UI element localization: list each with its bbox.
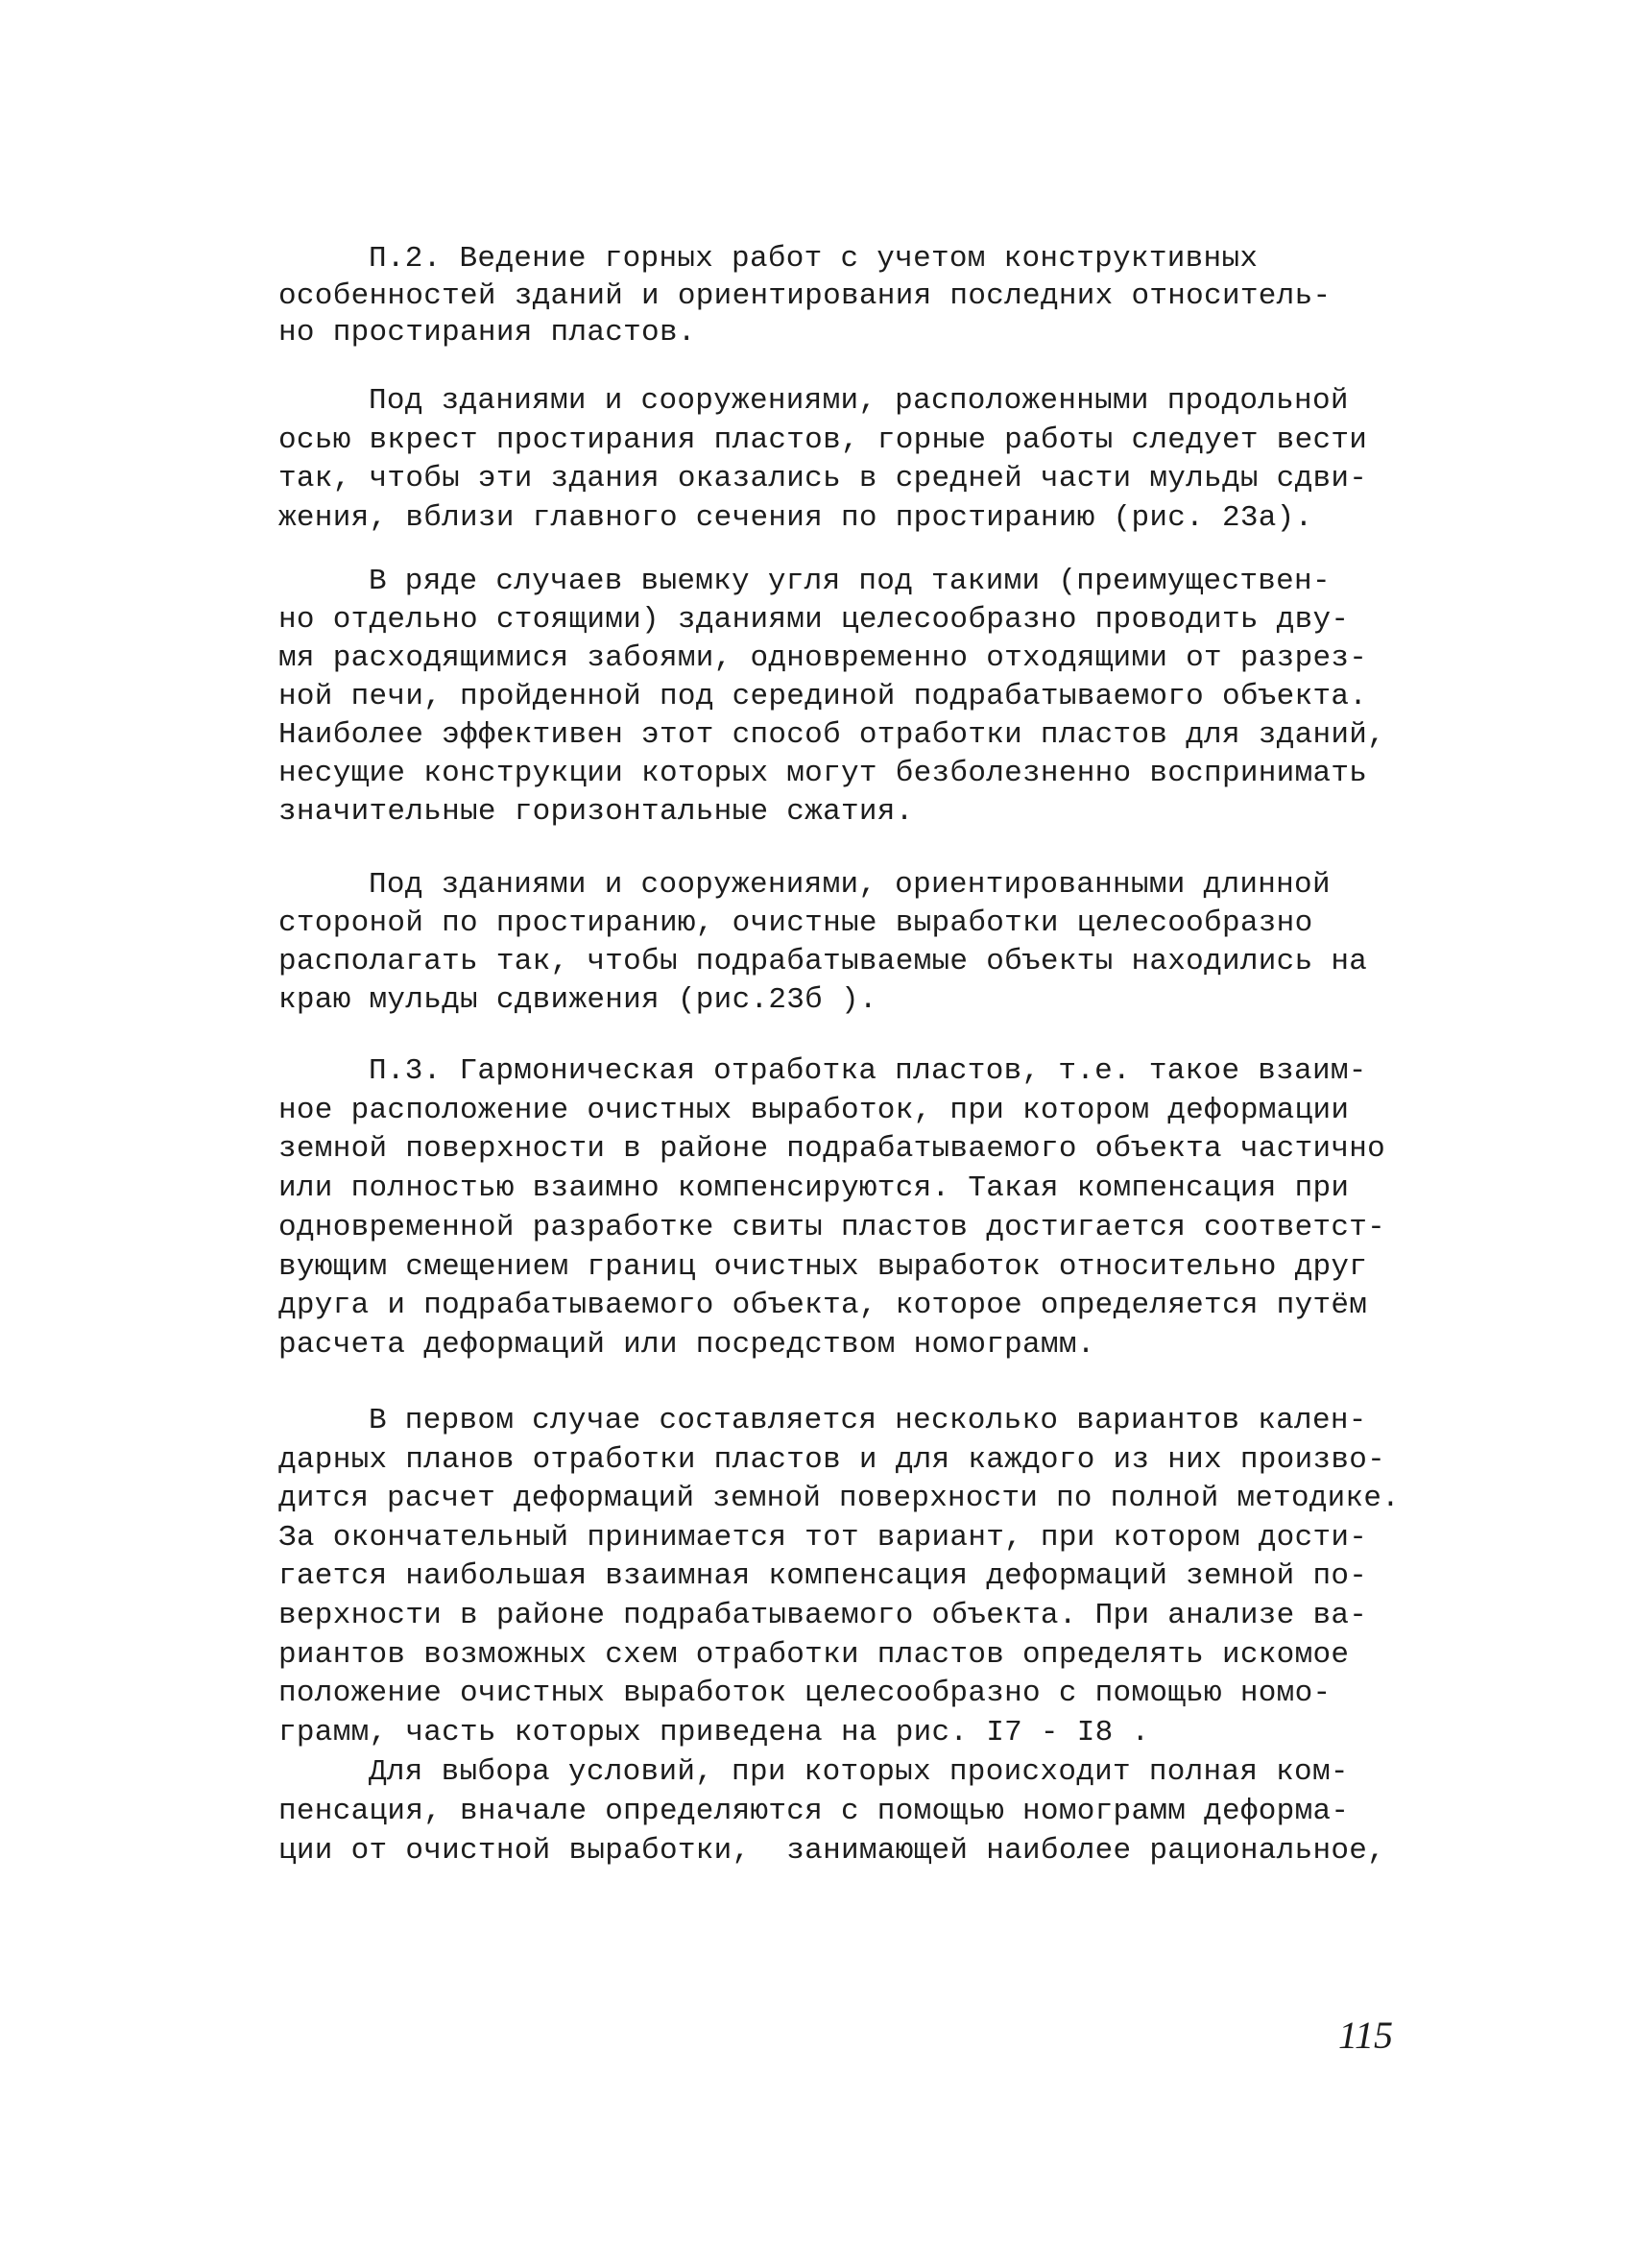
text-line: вующим смещением границ очистных выработок относительно друг [278, 1250, 1368, 1284]
text-line: жения, вблизи главного сечения по простиранию (рис. 23а). [278, 501, 1313, 535]
text-line: П.3. Гармоническая отработка пластов, т.е. такое взаим- [369, 1054, 1367, 1088]
text-line: значительные горизонтальные сжатия. [278, 795, 914, 829]
text-line: дарных планов отработки пластов и для каждого из них произво- [278, 1443, 1386, 1477]
text-line: краю мульды сдвижения (рис.23б ). [278, 983, 877, 1017]
text-line: Для выбора условий, при которых происходит полная ком- [369, 1755, 1349, 1789]
text-line: Наиболее эффективен этот способ отработки пластов для зданий, [278, 718, 1386, 752]
text-line: За окончательный принимается тот вариант, при котором дости- [278, 1521, 1368, 1555]
page-number: 115 [1338, 2014, 1394, 2057]
text-line: П.2. Ведение горных работ с учетом конструктивных [369, 242, 1259, 276]
text-line: особенностей зданий и ориентирования последних относитель- [278, 279, 1332, 313]
text-line: расчета деформаций или посредством номограмм. [278, 1328, 1095, 1362]
text-line: гается наибольшая взаимная компенсация деформаций земной по- [278, 1559, 1368, 1593]
text-line: дится расчет деформаций земной поверхности по полной методике. [278, 1482, 1401, 1515]
text-line: стороной по простиранию, очистные выработки целесообразно [278, 906, 1313, 940]
text-line: земной поверхности в районе подрабатываемого объекта частично [278, 1132, 1386, 1166]
text-line: Под зданиями и сооружениями, расположенными продольной [369, 384, 1349, 418]
text-line: грамм, часть которых приведена на рис. I7 - I8 . [278, 1716, 1150, 1749]
text-line: риантов возможных схем отработки пластов определять искомое [278, 1638, 1350, 1672]
text-line: так, чтобы эти здания оказались в средней части мульды сдви- [278, 462, 1368, 495]
text-line: или полностью взаимно компенсируются. Такая компенсация при [278, 1171, 1350, 1205]
text-line: но отдельно стоящими) зданиями целесообразно проводить дву- [278, 603, 1350, 637]
text-line: В первом случае составляется несколько вариантов кален- [369, 1404, 1367, 1437]
text-line: положение очистных выработок целесообразно с помощью номо- [278, 1677, 1332, 1710]
text-line: одновременной разработке свиты пластов достигается соответст- [278, 1211, 1386, 1244]
text-line: мя расходящимися забоями, одновременно отходящими от разрез- [278, 641, 1368, 675]
text-line: ной печи, пройденной под серединой подрабатываемого объекта. [278, 680, 1368, 713]
text-line: осью вкрест простирания пластов, горные работы следует вести [278, 423, 1368, 457]
text-line: пенсация, вначале определяются с помощью номограмм деформа- [278, 1795, 1350, 1828]
text-line: друга и подрабатываемого объекта, которое определяется путём [278, 1289, 1368, 1322]
text-line: но простирания пластов. [278, 316, 696, 350]
text-line: В ряде случаев выемку угля под такими (преимуществен- [369, 565, 1331, 598]
text-line: ции от очистной выработки, занимающей наиболее рациональное, [278, 1834, 1386, 1868]
text-line: верхности в районе подрабатываемого объекта. При анализе ва- [278, 1599, 1368, 1632]
text-line: ное расположение очистных выработок, при котором деформации [278, 1094, 1350, 1127]
text-line: Под зданиями и сооружениями, ориентированными длинной [369, 868, 1331, 902]
text-line: несущие конструкции которых могут безболезненно воспринимать [278, 757, 1368, 790]
text-line: располагать так, чтобы подрабатываемые объекты находились на [278, 945, 1368, 978]
